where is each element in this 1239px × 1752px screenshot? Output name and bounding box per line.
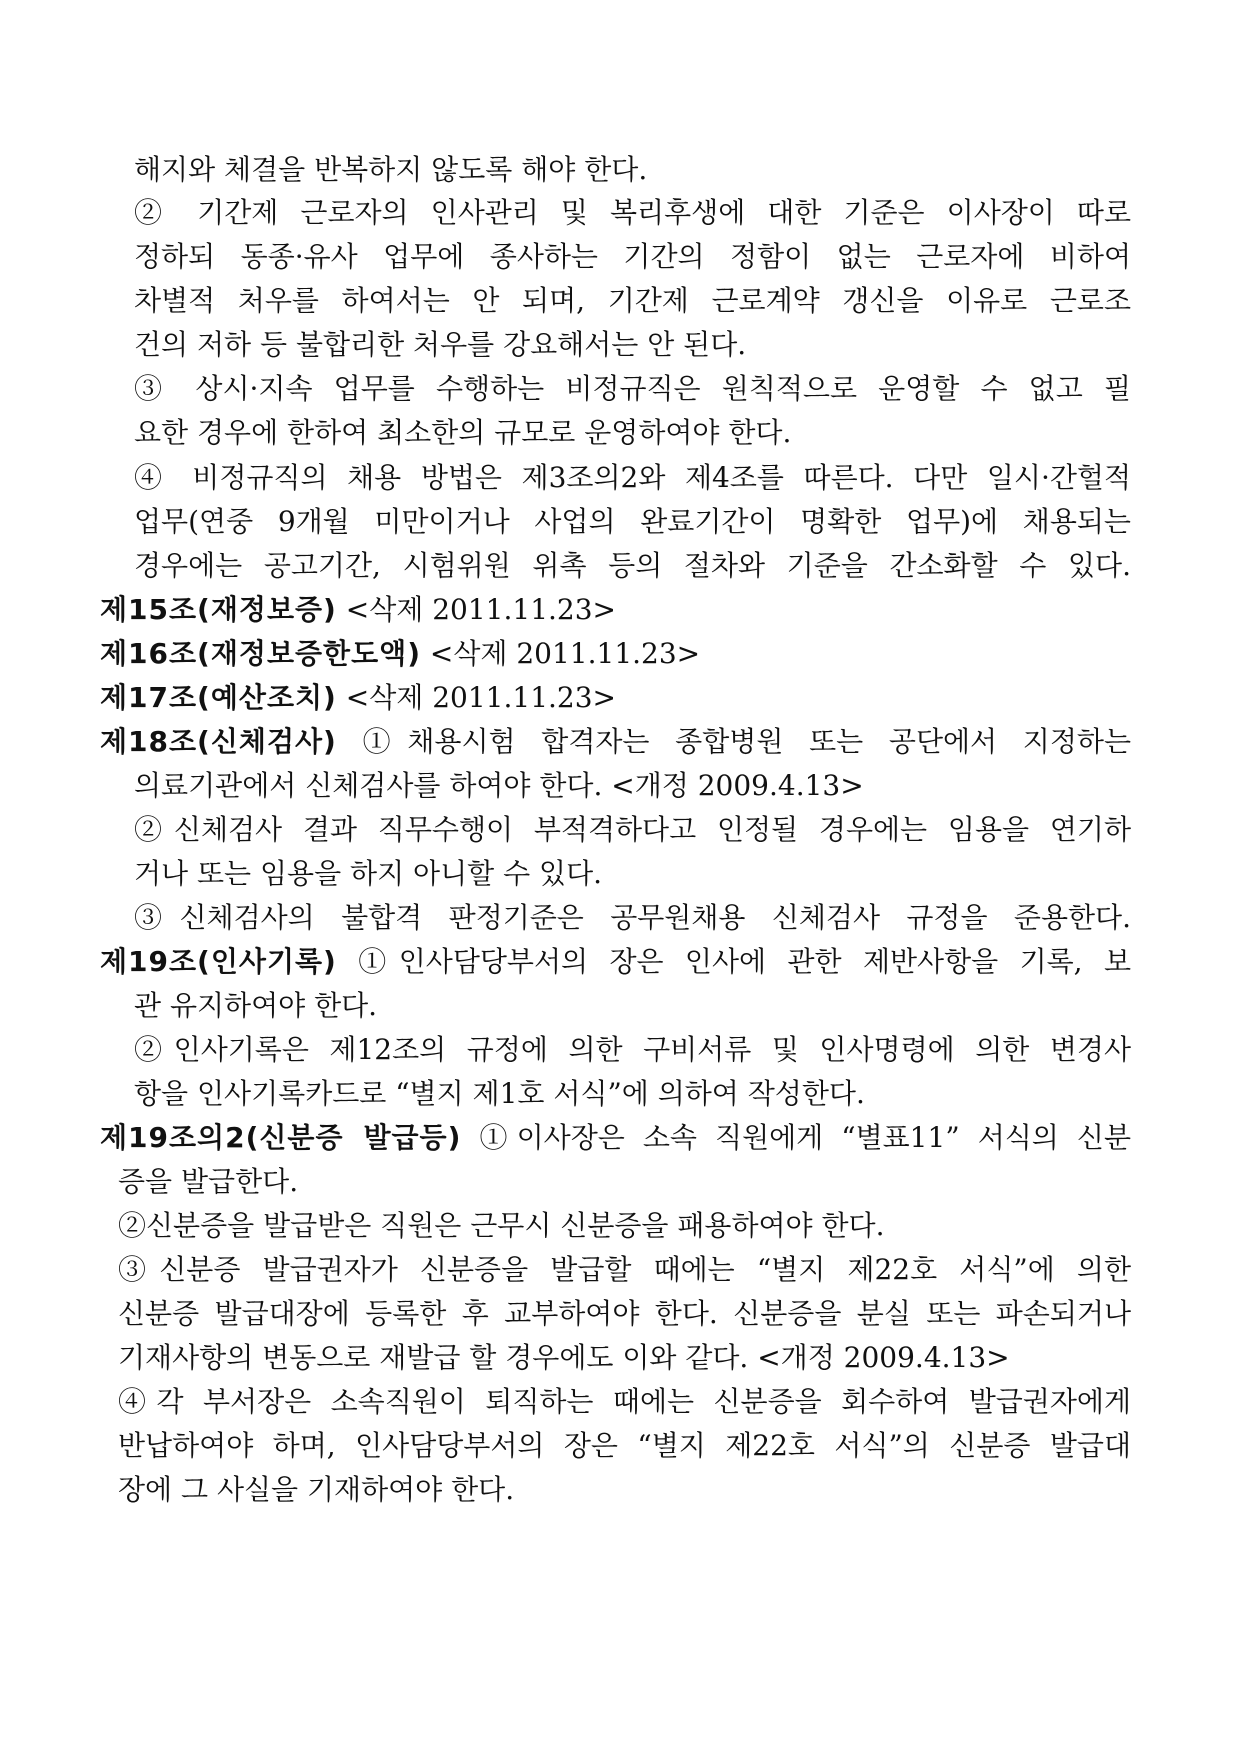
text-line: 장에 그 사실을 기재하여야 한다.	[118, 1473, 515, 1506]
text-line: 업무(연중 9개월 미만이거나 사업의 완료기간이 명확한 업무)에 채용되는	[134, 505, 1131, 538]
article-18: 제18조(신체검사) ①채용시험 합격자는 종합병원 또는 공단에서 지정하는	[100, 725, 1131, 758]
text-line: 관 유지하여야 한다.	[134, 989, 378, 1022]
article-15: 제15조(재정보증) <삭제 2011.11.23>	[100, 593, 616, 626]
article-heading: 제19조의2(신분증 발급등)	[100, 1121, 462, 1154]
text-line: 거나 또는 임용을 하지 아니할 수 있다.	[134, 857, 603, 890]
text-line: 기재사항의 변동으로 재발급 할 경우에도 이와 같다. <개정 2009.4.13>	[118, 1341, 1010, 1374]
text-line: ②신분증을 발급받은 직원은 근무시 신분증을 패용하여야 한다.	[118, 1209, 885, 1242]
text-line: ②신체검사 결과 직무수행이 부적격하다고 인정될 경우에는 임용을 연기하	[134, 813, 1131, 846]
article-heading: 제18조(신체검사)	[100, 725, 337, 758]
text-line: ②인사기록은 제12조의 규정에 의한 구비서류 및 인사명령에 의한 변경사	[134, 1033, 1131, 1066]
text-line: ② 기간제 근로자의 인사관리 및 복리후생에 대한 기준은 이사장이 따로	[134, 196, 1131, 229]
article-19-2: 제19조의2(신분증 발급등) ①이사장은 소속 직원에게 “별표11” 서식의 신분	[100, 1121, 1131, 1154]
text-line: 반납하여야 하며, 인사담당부서의 장은 “별지 제22호 서식”의 신분증 발급대	[118, 1429, 1131, 1462]
article-heading: 제15조(재정보증)	[100, 593, 337, 626]
article-16: 제16조(재정보증한도액) <삭제 2011.11.23>	[100, 637, 701, 670]
article-17: 제17조(예산조치) <삭제 2011.11.23>	[100, 681, 616, 714]
text-line: ③신분증 발급권자가 신분증을 발급할 때에는 “별지 제22호 서식”에 의한	[118, 1253, 1131, 1286]
text-line: 신분증 발급대장에 등록한 후 교부하여야 한다. 신분증을 분실 또는 파손되거나	[118, 1297, 1131, 1330]
text-line: ④ 비정규직의 채용 방법은 제3조의2와 제4조를 따른다. 다만 일시·간헐적	[134, 461, 1131, 494]
text-line: 항을 인사기록카드로 “별지 제1호 서식”에 의하여 작성한다.	[134, 1077, 865, 1110]
text-line: 해지와 체결을 반복하지 않도록 해야 한다.	[134, 153, 648, 186]
article-19: 제19조(인사기록) ①인사담당부서의 장은 인사에 관한 제반사항을 기록, 보	[100, 945, 1131, 978]
text-line: ③ 상시·지속 업무를 수행하는 비정규직은 원칙적으로 운영할 수 없고 필	[134, 372, 1131, 405]
text-line: 요한 경우에 한하여 최소한의 규모로 운영하여야 한다.	[134, 416, 792, 449]
text-line: ④각 부서장은 소속직원이 퇴직하는 때에는 신분증을 회수하여 발급권자에게	[118, 1385, 1131, 1418]
article-heading: 제17조(예산조치)	[100, 681, 337, 714]
article-heading: 제19조(인사기록)	[100, 945, 337, 978]
text-line: 정하되 동종·유사 업무에 종사하는 기간의 정함이 없는 근로자에 비하여	[134, 240, 1131, 273]
text-line: 건의 저하 등 불합리한 처우를 강요해서는 안 된다.	[134, 328, 747, 361]
article-heading: 제16조(재정보증한도액)	[100, 637, 421, 670]
text-line: ③신체검사의 불합격 판정기준은 공무원채용 신체검사 규정을 준용한다.	[134, 901, 1131, 934]
text-line: 차별적 처우를 하여서는 안 되며, 기간제 근로계약 갱신을 이유로 근로조	[134, 284, 1131, 317]
text-line: 경우에는 공고기간, 시험위원 위촉 등의 절차와 기준을 간소화할 수 있다.	[134, 549, 1131, 582]
text-line: 증을 발급한다.	[118, 1165, 299, 1198]
text-line: 의료기관에서 신체검사를 하여야 한다. <개정 2009.4.13>	[134, 769, 864, 802]
